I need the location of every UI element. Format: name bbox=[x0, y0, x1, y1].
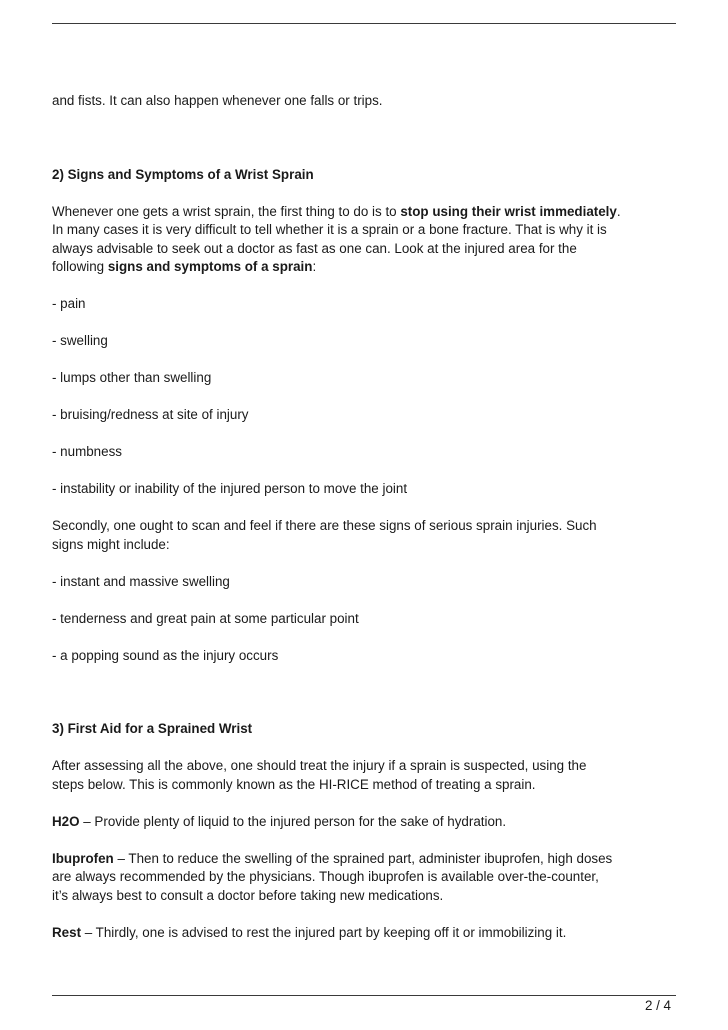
text-line: After assessing all the above, one should treat the injury if a sprain is suspected, using the bbox=[52, 758, 587, 773]
list-item: - instability or inability of the injured person to move the joint bbox=[52, 481, 408, 496]
list-item: - a popping sound as the injury occurs bbox=[52, 647, 279, 663]
text-line: are always recommended by the physicians. Though ibuprofen is available over-the-counter, bbox=[52, 869, 599, 884]
text-line: Secondly, one ought to scan and feel if there are these signs of serious sprain injuries. Such bbox=[52, 518, 597, 533]
list-item: - lumps other than swelling bbox=[52, 370, 212, 385]
list-item: - instant and massive swelling bbox=[52, 573, 230, 589]
h2o-step bbox=[52, 813, 692, 832]
page-number: 2 / 4 bbox=[644, 998, 671, 1013]
text-line: it’s always best to consult a doctor before taking new medications. bbox=[52, 887, 444, 903]
list-item: - numbness bbox=[52, 444, 122, 459]
section-2-paragraph-2 bbox=[52, 517, 692, 554]
list-item: - bruising/redness at site of injury bbox=[52, 407, 249, 422]
step-text: – Provide plenty of liquid to the injured person for the sake of hydration. bbox=[79, 813, 507, 829]
list-item: - pain bbox=[52, 296, 86, 311]
step-term: H2O bbox=[52, 813, 80, 829]
step-text: – Then to reduce the swelling of the sprained part, administer ibuprofen, high doses bbox=[113, 850, 613, 866]
rest-step bbox=[52, 924, 692, 943]
section-3-heading: 3) First Aid for a Sprained Wrist bbox=[52, 721, 253, 736]
section-3-intro bbox=[52, 757, 692, 794]
bold-phrase: stop using their wrist immediately bbox=[400, 203, 617, 219]
step-term: Rest bbox=[52, 924, 82, 940]
list-item: - tenderness and great pain at some particular point bbox=[52, 610, 359, 626]
step-text: – Thirdly, one is advised to rest the injured part by keeping off it or immobilizing it. bbox=[81, 924, 567, 940]
text: . bbox=[616, 203, 621, 219]
section-2-heading: 2) Signs and Symptoms of a Wrist Sprain bbox=[52, 166, 314, 182]
section-2-paragraph-1 bbox=[52, 203, 692, 277]
bold-phrase: signs and symptoms of a sprain bbox=[107, 259, 313, 274]
text: Whenever one gets a wrist sprain, the first thing to do is to bbox=[52, 203, 401, 219]
intro-line: and fists. It can also happen whenever one falls or trips. bbox=[52, 93, 383, 108]
page-content bbox=[52, 92, 692, 942]
text: : bbox=[312, 259, 317, 274]
ibuprofen-step bbox=[52, 850, 692, 906]
footer-rule bbox=[52, 995, 676, 996]
text-line: steps below. This is commonly known as the HI-RICE method of treating a sprain. bbox=[52, 776, 536, 792]
text-line: In many cases it is very difficult to tell whether it is a sprain or a bone fracture. That is why it is bbox=[52, 222, 607, 237]
step-term: Ibuprofen bbox=[52, 850, 114, 866]
header-rule bbox=[52, 23, 676, 24]
text: following bbox=[52, 259, 108, 274]
text-line: always advisable to seek out a doctor as fast as one can. Look at the injured area for the bbox=[52, 240, 577, 256]
list-item: - swelling bbox=[52, 333, 108, 348]
text-line: signs might include: bbox=[52, 536, 170, 552]
